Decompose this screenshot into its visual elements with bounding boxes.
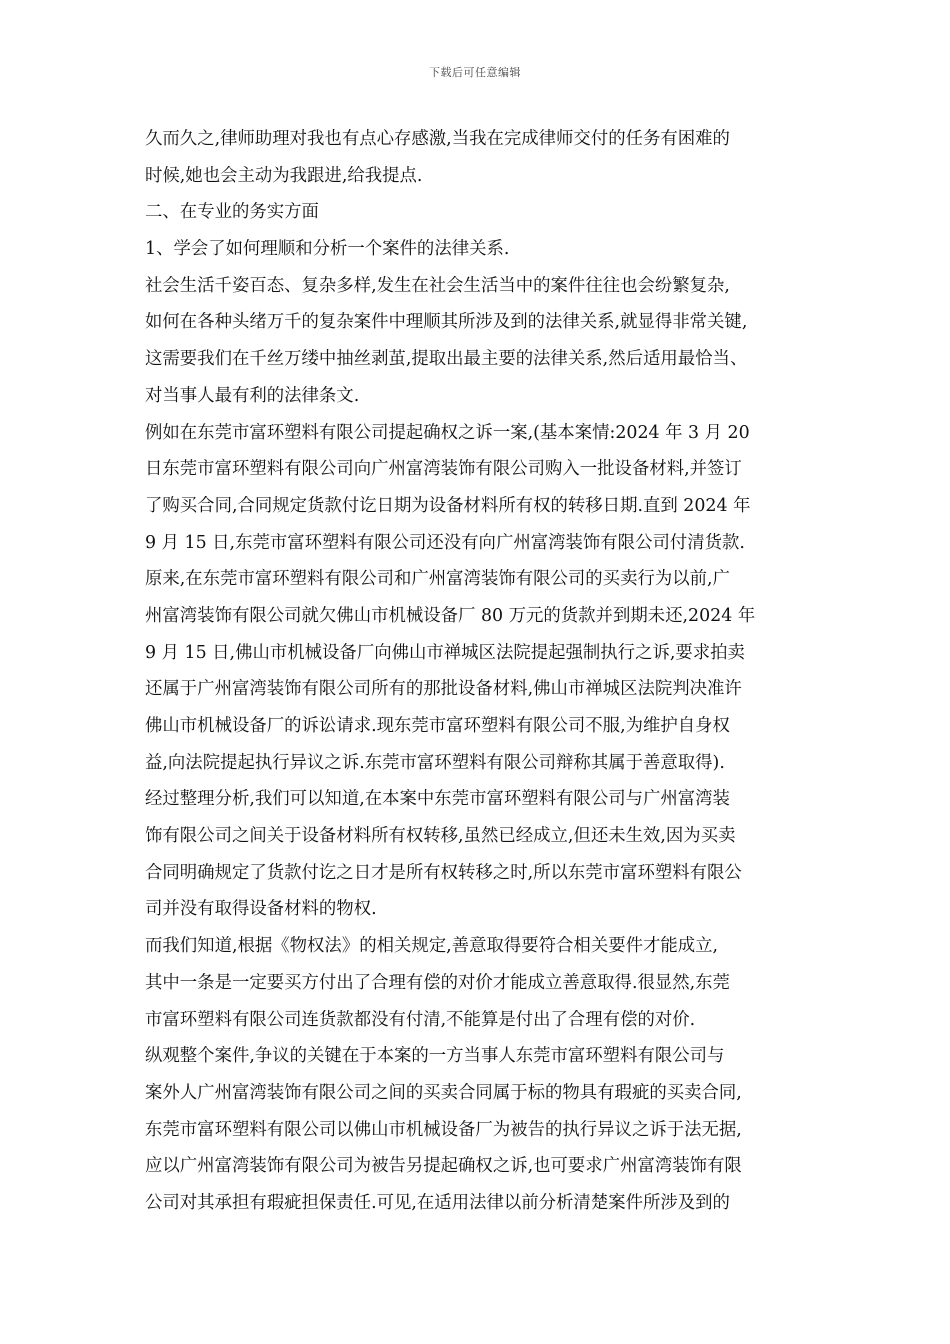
text-line: 纵观整个案件,争议的关键在于本案的一方当事人东莞市富环塑料有限公司与	[145, 1046, 725, 1067]
text-line: 了购买合同,合同规定货款付讫日期为设备材料所有权的转移日期.直到 2024 年	[145, 495, 751, 516]
text-line: 益,向法院提起执行异议之诉.东莞市富环塑料有限公司辩称其属于善意取得).	[145, 752, 725, 773]
text-line: 应以广州富湾装饰有限公司为被告另提起确权之诉,也可要求广州富湾装饰有限	[145, 1156, 742, 1177]
text-line: 原来,在东莞市富环塑料有限公司和广州富湾装饰有限公司的买卖行为以前,广	[145, 569, 730, 590]
text-line: 还属于广州富湾装饰有限公司所有的那批设备材料,佛山市禅城区法院判决准许	[145, 679, 742, 700]
subsection-heading: 1、学会了如何理顺和分析一个案件的法律关系.	[145, 239, 510, 260]
text-line: 如何在各种头绪万千的复杂案件中理顺其所涉及到的法律关系,就显得非常关键,	[145, 312, 748, 333]
section-heading: 二、在专业的务实方面	[145, 202, 319, 223]
text-line: 市富环塑料有限公司连货款都没有付清,不能算是付出了合理有偿的对价.	[145, 1009, 696, 1030]
text-line: 久而久之,律师助理对我也有点心存感激,当我在完成律师交付的任务有困难的	[145, 129, 730, 149]
text-line: 而我们知道,根据《物权法》的相关规定,善意取得要符合相关要件才能成立,	[145, 936, 719, 957]
text-line: 合同明确规定了货款付讫之日才是所有权转移之时,所以东莞市富环塑料有限公	[145, 862, 742, 883]
document-body	[145, 121, 815, 1222]
text-line: 公司对其承担有瑕疵担保责任.可见,在适用法律以前分析清楚案件所涉及到的	[145, 1192, 730, 1213]
text-line: 其中一条是一定要买方付出了合理有偿的对价才能成立善意取得.很显然,东莞	[145, 972, 730, 993]
text-line: 饰有限公司之间关于设备材料所有权转移,虽然已经成立,但还未生效,因为买卖	[145, 826, 736, 847]
text-line: 这需要我们在千丝万缕中抽丝剥茧,提取出最主要的法律关系,然后适用最恰当、	[145, 349, 748, 370]
text-line: 司并没有取得设备材料的物权.	[145, 899, 377, 920]
text-line: 时候,她也会主动为我跟进,给我提点.	[145, 165, 423, 186]
text-line: 社会生活千姿百态、复杂多样,发生在社会生活当中的案件往往也会纷繁复杂,	[145, 275, 730, 296]
text-line: 日东莞市富环塑料有限公司向广州富湾装饰有限公司购入一批设备材料,并签订	[145, 459, 742, 480]
text-line: 案外人广州富湾装饰有限公司之间的买卖合同属于标的物具有瑕疵的买卖合同,	[145, 1082, 742, 1103]
text-line: 9 月 15 日,佛山市机械设备厂向佛山市禅城区法院提起强制执行之诉,要求拍卖	[145, 642, 745, 663]
text-line: 经过整理分析,我们可以知道,在本案中东莞市富环塑料有限公司与广州富湾装	[145, 789, 730, 810]
text-line: 佛山市机械设备厂的诉讼请求.现东莞市富环塑料有限公司不服,为维护自身权	[145, 716, 730, 736]
text-line: 东莞市富环塑料有限公司以佛山市机械设备厂为被告的执行异议之诉于法无据,	[145, 1119, 742, 1140]
text-line: 例如在东莞市富环塑料有限公司提起确权之诉一案,(基本案情:2024 年 3 月 20	[145, 422, 750, 443]
text-line: 9 月 15 日,东莞市富环塑料有限公司还没有向广州富湾装饰有限公司付清货款.	[145, 532, 745, 553]
text-line: 州富湾装饰有限公司就欠佛山市机械设备厂 80 万元的货款并到期未还,2024 年	[145, 605, 756, 626]
page-header: 下载后可任意编辑	[429, 66, 521, 79]
text-line: 对当事人最有利的法律条文.	[145, 385, 360, 406]
